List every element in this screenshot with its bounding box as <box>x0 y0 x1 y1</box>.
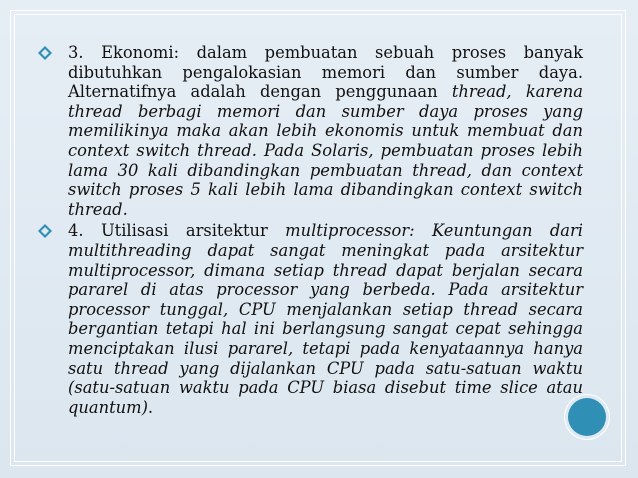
slide-content <box>38 43 583 417</box>
diamond-bullet-icon <box>38 43 60 60</box>
bullet-text-italic: multiprocessor: Keuntungan dari multithreading dapat sangat meningkat pada arsitektur multiprocessor, dimana setiap thread dapat berjalan secara pararel di atas processor yang berbeda. Pada arsitektur processor tunggal, CPU menjalankan setiap thread secara bergantian tetapi hal ini berlangsung sangat cepat sehingga menciptakan ilusi pararel, tetapi pada kenyataannya hanya satu thread yang dijalankan CPU pada satu-satuan waktu (satu-satuan waktu pada CPU biasa disebut time slice atau quantum) <box>68 221 583 417</box>
diamond-bullet-icon <box>38 221 60 238</box>
bullet-text-plain: . <box>147 397 154 417</box>
bullet-item-utilisasi <box>38 221 583 417</box>
bullet-item-ekonomi <box>38 43 583 219</box>
bullet-text-italic: thread, karena thread berbagi memori dan sumber daya proses yang memilikinya maka akan lebih ekonomis untuk membuat dan context switch thread. Pada Solaris, pembuatan proses lebih lama 30 kali dibandingkan pembuatan thread, dan context switch proses 5 kali lebih lama dibandingkan context switch thread. <box>68 82 584 219</box>
bullet-text-plain: 4. Utilisasi arsitektur <box>68 221 286 241</box>
bullet-text-plain: 3. Ekonomi: dalam pembuatan sebuah proses banyak dibutuhkan pengalokasian memori dan sumber daya. Alternatifnya adalah dengan penggunaan <box>68 43 583 102</box>
